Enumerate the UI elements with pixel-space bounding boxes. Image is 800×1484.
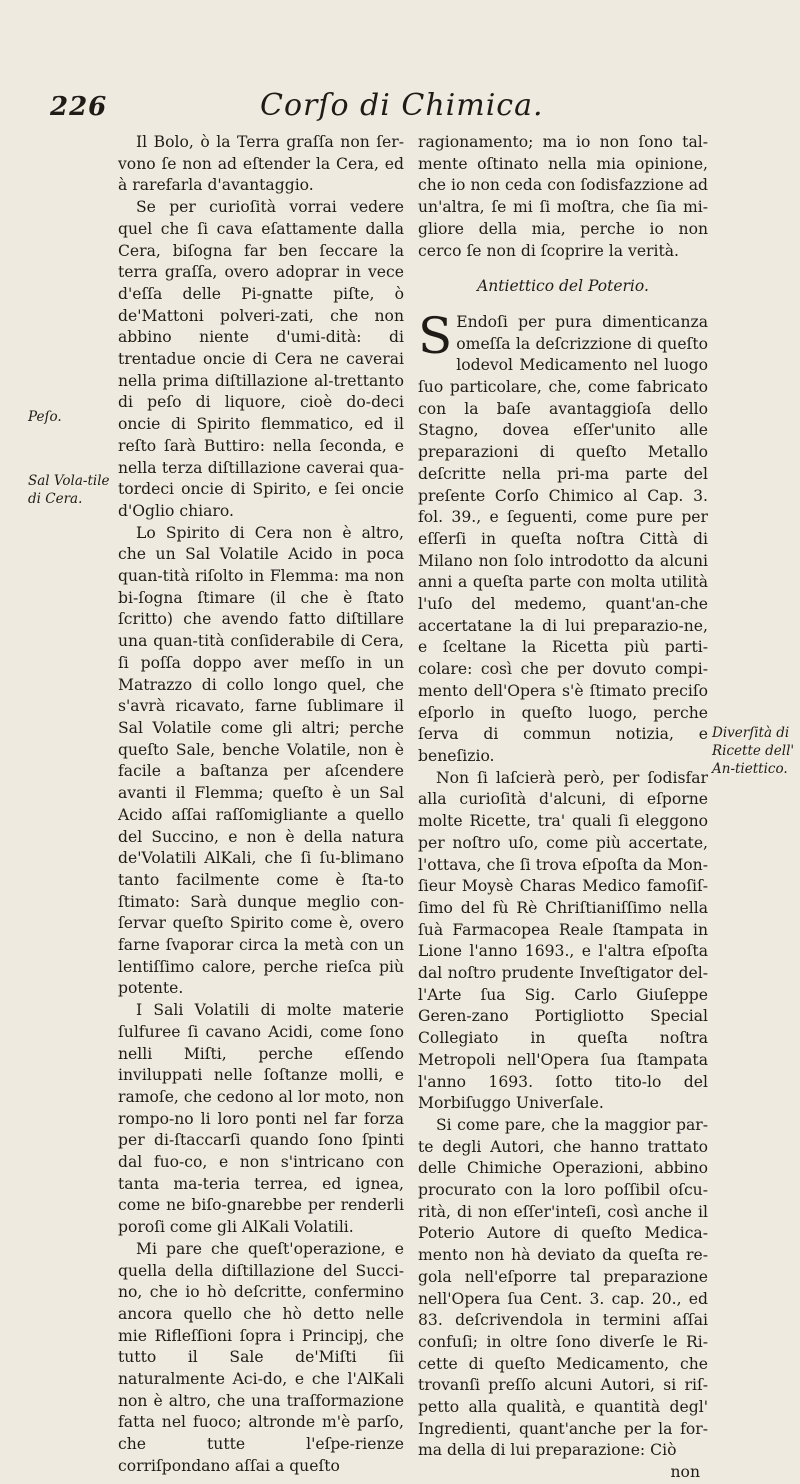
margin-note-peso: Peſo. [28, 409, 62, 425]
drop-cap: S [418, 306, 453, 365]
left-column [118, 132, 404, 1478]
section-heading: Antiettico del Poterio. [477, 277, 649, 296]
opening-paragraph [418, 306, 708, 768]
page-number: 226 [50, 92, 108, 122]
paragraph: Il Bolo, ò la Terra graſſa non ſer-vono ſe non ad eſtender la Cera, ed à rarefarla d'avantaggio. [118, 133, 404, 195]
paragraph: Lo Spirito di Cera non è altro, che un Sal Volatile Acido in poca quan-tità riſolto in Flemma: ma non bi-ſogna ſtimare (il che è ſtato ſcritto) che avendo fatto diſtillare una quan-tità conſiderabile di Cera, ſi poſſa doppo aver meſſo in un Matrazzo di collo longo quel, che s'avrà ricavato, farne ſublimare il Sal Volatile come gli altri; perche queſto Sale, benche Volatile, non è facile a baſtanza per aſcendere avanti il Flemma; queſto è un Sal Acido aſſai raſſomigliante a quello del Succino, e non è della natura de'Volatili AlKali, che ſi ſu-blimano tanto facilmente come è ſta-to ſtimato: Sarà dunque meglio con-ſervar queſto Spirito come è, overo farne ſvaporar circa la metà con un lentiſſimo calore, perche rieſca più potente. [118, 523, 404, 998]
paragraph: ragionamento; ma io non ſono tal-mente oſtinato nella mia opinione, che io non ceda con ſodisfazzione ad un'altra, ſe mi ſi moſtra, che ſia mi-gliore della mia, perche io non cerco ſe non di ſcoprire la verità. [418, 133, 708, 260]
paragraph: Se per curioſità vorrai vedere quel che ſi cava eſattamente dalla Cera, biſogna far ben ſeccare la terra graſſa, overo adoprar in vece d'eſſa delle Pi-gnatte piſte, ò de'Mattoni polveri-zati, che non abbino niente d'umi-dità: di trentadue oncie di Cera ne caverai nella prima diſtillazione al-trettanto di peſo di liquore, cioè do-deci oncie di Spirito flemmatico, ed il reſto ſarà Buttiro: nella ſeconda, e nella terza diſtillazione caverai qua-tordeci oncie di Spirito, e ſei oncie d'Oglio chiaro. [118, 198, 404, 520]
paragraph: Si come pare, che la maggior par-te degli Autori, che hanno trattato delle Chimiche Operazioni, abbino procurato con la loro poſſibil oſcu-rità, di non eſſer'inteſi, così anche il Poterio Autore di queſto Medica-mento non hà deviato da queſta re-gola nell'eſporre tal preparazione nell'Opera ſua Cent. 3. cap. 20., ed 83. deſcrivendola in termini aſſai confuſi; in oltre ſono diverſe le Ri-cette di queſto Medicamento, che trovanſi preſſo alcuni Autori, si riſ-petto alla qualità, e quantità degl' Ingredienti, quant'anche per la for-ma della di lui preparazione: Ciò [418, 1115, 708, 1460]
margin-note-diversita: Diverſità di Ricette dell' An-tiettico. [712, 725, 795, 777]
page-header [40, 88, 760, 132]
paragraph: Non ſi laſcierà però, per ſodisfar alla curioſità d'alcuni, di eſporne molte Ricette, tra' quali ſi eleggono per noſtro uſo, come più accertate, l'ottava, che ſi trova eſpoſta da Mon-ſieur Moysè Charas Medico famoſiſ-ſimo del fù Rè Chriſtianiſſimo nella ſuà Farmacopea Reale ſtampata in Lione l'anno 1693., e l'altra eſpoſta dal noſtro prudente Inveſtigator del-l'Arte ſua Sig. Carlo Giuſeppe Geren-zano Portigliotto Special Collegiato in queſta noſtra Metropoli nell'Opera ſua ſtampata l'anno 1693. ſotto tito-lo del Morbiſuggo Univerſale. [418, 768, 708, 1113]
right-column [418, 132, 708, 1484]
paragraph: I Sali Volatili di molte materie ſulfuree ſi cavano Acidi, come ſono nelli Miſti, perche eſſendo inviluppati nelle ſoſtanze molli, e ramoſe, che cedono al lor moto, non rompo-no li loro ponti nel far forza per di-ſtaccarſi quando ſono ſpinti dal fuo-co, e non s'intricano con tanta ma-teria terrea, ed ignea, come ne biſo-gnarebbe per renderli poroſi come gli AlKali Volatili. [118, 1001, 404, 1237]
opening-paragraph-text: Endoſi per pura dimenticanza omeſſa la deſcrizzione di queſto lodevol Medicamento nel luogo ſuo particolare, che, come fabricato con la baſe avantaggioſa dello Stagno, dovea eſſer'unito alle preparazioni di queſto Metallo deſcritte nella pri-ma parte del preſente Corſo Chimico al Cap. 3. fol. 39., e ſeguenti, come pure per eſſerſi in queſta noſtra Città di Milano non ſolo introdotto da alcuni anni a queſta parte con molta utilità l'uſo del medemo, quant'an-che accertatane la di lui preparazio-ne, e ſceltane la Ricetta più parti-colare: così che per dovuto compi-mento dell'Opera s'è ſtimato preciſo eſporlo in queſto luogo, perche ſerva di commun notizia, e beneſizio. [418, 312, 708, 765]
paragraph: Mi pare che queſt'operazione, e quella della diſtillazione del Succi-no, che io hò deſcritte, confermino ancora quello che hò detto nelle mie Rifleſſioni ſopra i Principj, che tutto il Sale de'Miſti ſii naturalmente Aci-do, e che l'AlKali non è altro, che una traſformazione fatta nel fuoco; altronde m'è parſo, che tutte l'eſpe-rienze corriſpondano aſſai a queſto [118, 1239, 404, 1475]
running-title: Corſo di Chimica. [260, 88, 544, 123]
margin-note-sal-volatile: Sal Vola-tile di Cera. [28, 473, 110, 507]
catchword: non [670, 1463, 700, 1482]
